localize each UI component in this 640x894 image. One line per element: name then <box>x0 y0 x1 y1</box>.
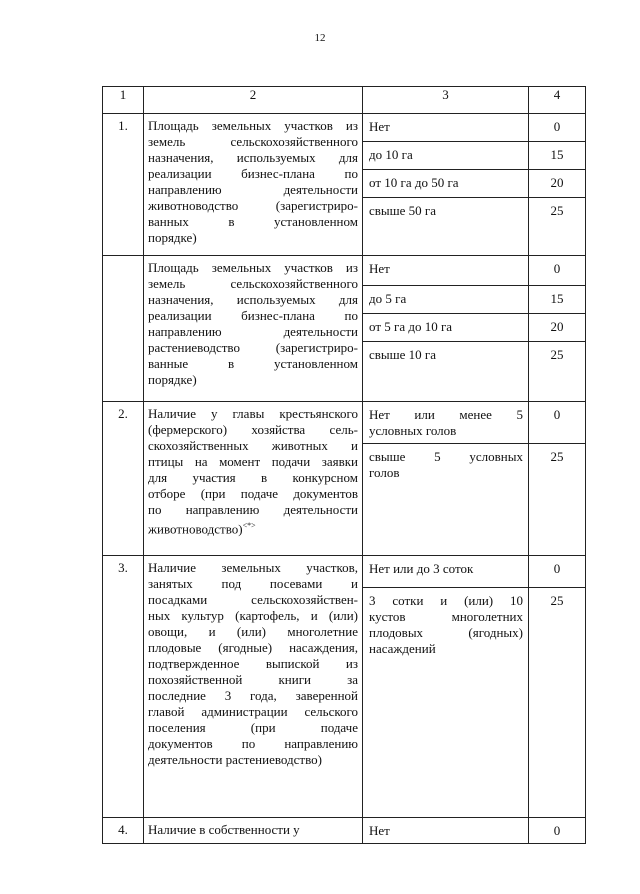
option-cell <box>363 142 529 170</box>
points-cell: 25 <box>529 198 586 256</box>
table-row <box>103 556 586 588</box>
description-line: отборе (при подаче документов <box>148 486 358 501</box>
description-line: овощи, и (или) многолетние <box>148 624 358 639</box>
description-line: Наличие у главы крестьянского <box>148 406 358 421</box>
criterion-description <box>144 818 363 844</box>
option-cell <box>363 588 529 818</box>
option-cell <box>363 314 529 342</box>
points-cell: 15 <box>529 142 586 170</box>
points-cell: 20 <box>529 314 586 342</box>
option-line: Нет или до 3 соток <box>369 561 474 576</box>
description-line: направлению деятельности <box>148 324 358 339</box>
description-line: Площадь земельных участков из <box>148 260 358 275</box>
option-line: до 10 га <box>369 147 413 162</box>
option-line: насаждений <box>369 641 436 656</box>
description-line: назначения, используемых для <box>148 292 358 307</box>
option-cell <box>363 170 529 198</box>
option-line: 3 сотки и (или) 10 <box>369 593 523 608</box>
criterion-number <box>103 256 144 402</box>
points-cell: 25 <box>529 588 586 818</box>
table-row <box>103 402 586 444</box>
option-line: Нет или менее 5 <box>369 407 523 422</box>
criteria-table <box>102 86 586 844</box>
description-line: последние 3 года, заверенной <box>148 688 358 703</box>
table-header-row <box>103 87 586 114</box>
option-line: свыше 10 га <box>369 347 437 362</box>
points-cell: 0 <box>529 402 586 444</box>
option-cell <box>363 256 529 286</box>
header-cell-1: 1 <box>103 87 144 114</box>
description-line: для участия в конкурсном <box>148 470 358 485</box>
description-line: порядке) <box>148 372 197 387</box>
option-cell <box>363 342 529 402</box>
criterion-number: 1. <box>103 114 144 256</box>
option-line: от 10 га до 50 га <box>369 175 459 190</box>
option-cell <box>363 556 529 588</box>
criterion-number: 3. <box>103 556 144 818</box>
points-cell: 0 <box>529 256 586 286</box>
description-line: птицы на момент подачи заявки <box>148 454 358 469</box>
criterion-number: 4. <box>103 818 144 844</box>
description-line: Площадь земельных участков из <box>148 118 358 133</box>
description-line: Наличие в собственности у <box>148 822 300 837</box>
option-line: Нет <box>369 119 390 134</box>
points-cell: 0 <box>529 818 586 844</box>
points-cell: 0 <box>529 114 586 142</box>
description-line: земель сельскохозяйственного <box>148 134 358 149</box>
description-line-text: животноводство) <box>148 521 243 537</box>
table-row <box>103 114 586 142</box>
description-line: назначения, используемых для <box>148 150 358 165</box>
description-line: главой администрации сельского <box>148 704 358 719</box>
description-line: плодовые (ягодные) насаждения, <box>148 640 358 655</box>
header-cell-3: 3 <box>363 87 529 114</box>
description-line: деятельности растениеводство) <box>148 752 322 767</box>
description-line: направлению деятельности <box>148 182 358 197</box>
description-line: земель сельскохозяйственного <box>148 276 358 291</box>
description-line: порядке) <box>148 230 197 245</box>
option-line: плодовых (ягодных) <box>369 625 523 640</box>
description-line: ных культур (картофель, и (или) <box>148 608 358 623</box>
description-line: по направлению деятельности <box>148 502 358 517</box>
option-line: до 5 га <box>369 291 407 306</box>
points-cell: 20 <box>529 170 586 198</box>
description-line: ванных в установленном <box>148 214 358 229</box>
description-line: реализации бизнес-плана по <box>148 166 358 181</box>
points-cell: 25 <box>529 444 586 556</box>
option-cell <box>363 818 529 844</box>
criterion-description <box>144 256 363 402</box>
description-line: похозяйственной книги за <box>148 672 358 687</box>
option-line: голов <box>369 465 400 480</box>
option-cell <box>363 444 529 556</box>
description-line: поселения (при подаче <box>148 720 358 735</box>
criterion-description <box>144 556 363 818</box>
table-row <box>103 256 586 286</box>
points-cell: 25 <box>529 342 586 402</box>
description-line: Наличие земельных участков, <box>148 560 358 575</box>
header-cell-2: 2 <box>144 87 363 114</box>
option-cell <box>363 402 529 444</box>
option-line: кустов многолетних <box>369 609 523 624</box>
table-row <box>103 818 586 844</box>
points-cell: 15 <box>529 286 586 314</box>
description-line: подтвержденное выпиской из <box>148 656 358 671</box>
option-cell <box>363 198 529 256</box>
option-line: Нет <box>369 823 390 838</box>
option-line: от 5 га до 10 га <box>369 319 453 334</box>
description-line: реализации бизнес-плана по <box>148 308 358 323</box>
description-line: ванные в установленном <box>148 356 358 371</box>
option-line: свыше 5 условных <box>369 449 523 464</box>
page-number: 12 <box>314 32 326 44</box>
description-line: (фермерского) хозяйства сель- <box>148 422 358 437</box>
description-line <box>148 518 358 537</box>
criterion-description <box>144 402 363 556</box>
option-cell <box>363 286 529 314</box>
option-line: условных голов <box>369 423 457 438</box>
option-line: свыше 50 га <box>369 203 437 218</box>
description-line: растениеводство (зарегистриро- <box>148 340 358 355</box>
criterion-description <box>144 114 363 256</box>
description-line: животноводство (зарегистриро- <box>148 198 358 213</box>
description-line: занятых под посевами и <box>148 576 358 591</box>
option-line: Нет <box>369 261 390 276</box>
header-cell-4: 4 <box>529 87 586 114</box>
option-cell <box>363 114 529 142</box>
description-line: документов по направлению <box>148 736 358 751</box>
description-line: посадками сельскохозяйствен- <box>148 592 358 607</box>
points-cell: 0 <box>529 556 586 588</box>
description-line: скохозяйственных животных и <box>148 438 358 453</box>
criterion-number: 2. <box>103 402 144 556</box>
footnote-marker: <*> <box>242 521 256 530</box>
